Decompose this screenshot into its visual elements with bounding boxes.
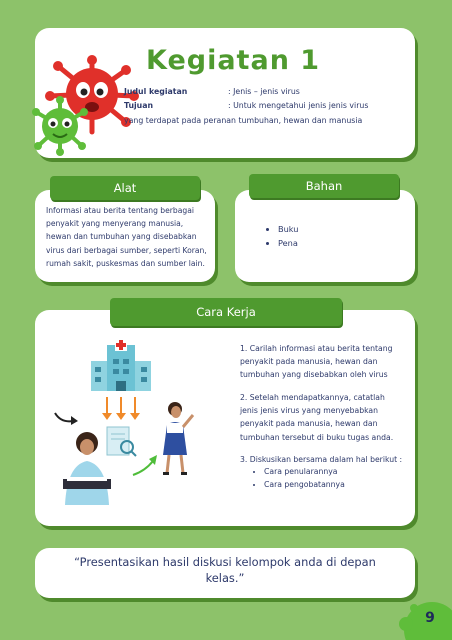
judul-value: : Jenis – jenis virus [228, 87, 300, 96]
hospital-icon [91, 339, 151, 391]
step3-item: • Cara penularannya [264, 466, 345, 479]
tujuan-continuation: yang terdapat pada peranan tumbuhan, hewan dan manusia [124, 116, 363, 125]
judul-label: Judul kegiatan [124, 87, 188, 96]
virus-illustration [30, 52, 150, 172]
cara-kerja-step3: 3. Diskusikan bersama dalam hal berikut : [240, 455, 403, 464]
alat-label: Alat [50, 176, 200, 200]
arrow-down-icon [102, 397, 140, 420]
step3-item: • Cara pengobatannya [264, 479, 345, 492]
cara-kerja-step3-list [252, 466, 345, 491]
cara-kerja-step1: 1. Carilah informasi atau berita tentang penyakit pada manusia, hewan dan tumbuhan yang disebabkan oleh virus [240, 344, 393, 380]
document-search-icon [107, 427, 136, 456]
curved-arrow-icon [55, 413, 78, 425]
page-title: Kegiatan 1 [146, 45, 321, 76]
tujuan-value: : Untuk mengetahui jenis jenis virus [228, 101, 369, 110]
research-illustration [45, 335, 215, 510]
quote-text: “Presentasikan hasil diskusi kelompok anda di depan kelas.” [74, 555, 376, 585]
alat-text: Informasi atau berita tentang berbagai penyakit yang menyerang manusia, hewan dan tumbuhan yang disebabkan virus dari berbagai sumber, seperti Koran, rumah sakit, puskesmas dan sumber lain. [46, 206, 207, 268]
green-arrow-icon [133, 455, 157, 475]
reading-woman-icon [63, 432, 111, 505]
cara-kerja-label: Cara Kerja [110, 298, 342, 326]
bahan-item: • Pena [278, 236, 298, 250]
teacher-icon [163, 402, 193, 475]
bahan-list [266, 222, 298, 250]
cara-kerja-step2: 2. Setelah mendapatkannya, catatlah jenis jenis virus yang menyebabkan penyakit pada manusia, hewan dan tumbuhan tersebut di buku tugas anda. [240, 393, 394, 442]
tujuan-label: Tujuan [124, 101, 154, 110]
bahan-label: Bahan [249, 174, 399, 198]
page-number: 9 [425, 610, 435, 626]
bahan-item: • Buku [278, 222, 298, 236]
bahan-card [235, 190, 415, 282]
